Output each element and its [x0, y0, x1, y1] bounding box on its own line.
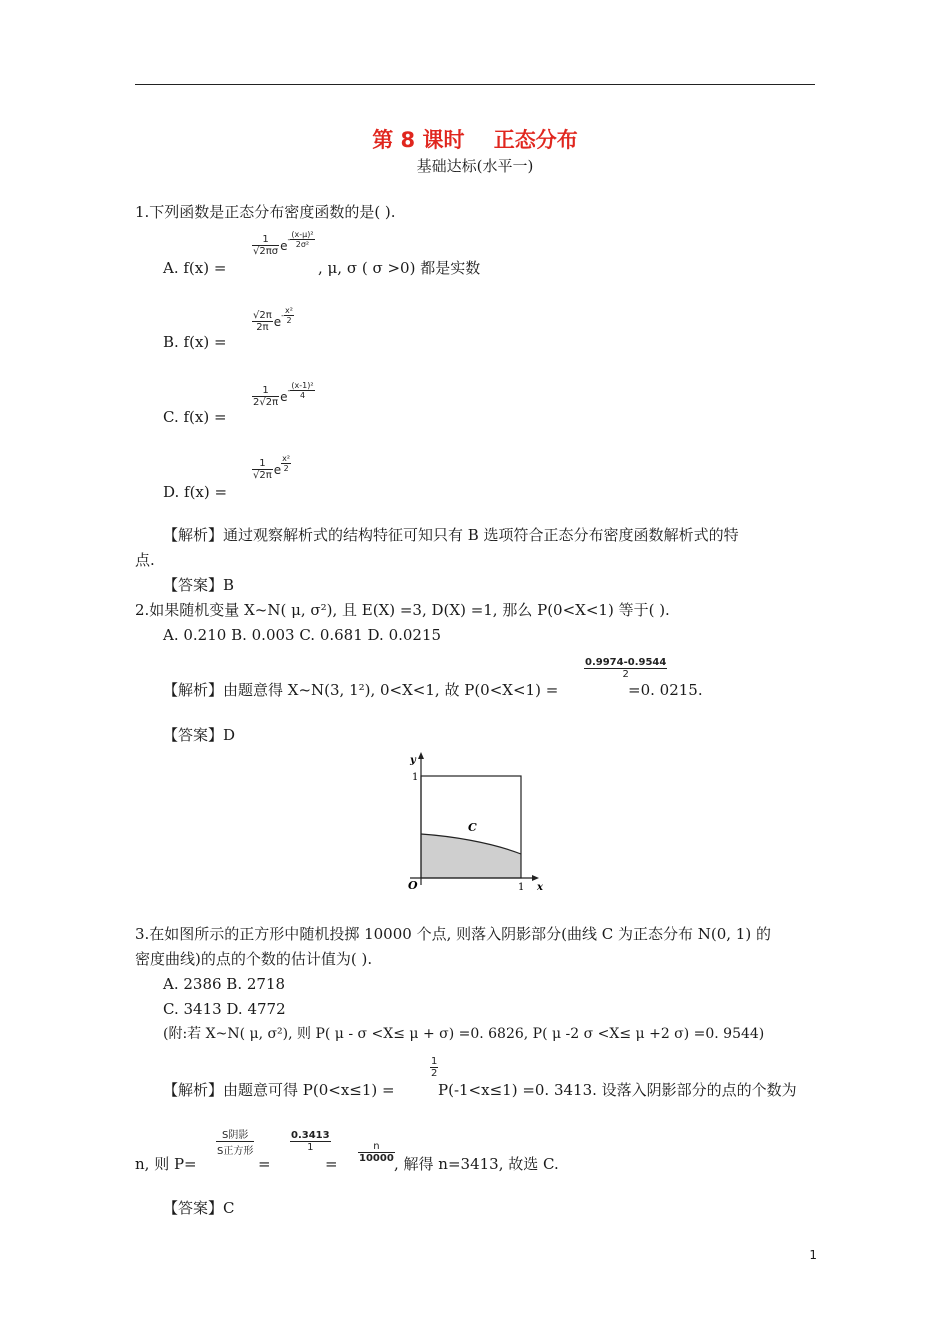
curve-label: C: [468, 821, 477, 834]
q1-analysis-line1: 【解析】通过观察解析式的结构特征可知只有 B 选项符合正态分布密度函数解析式的特: [163, 526, 739, 544]
q3-ratio-fraction: [216, 1126, 254, 1157]
q3-note: (附:若 X~N( μ, σ²), 则 P( μ - σ <X≤ μ + σ) =0. 6826, P( μ -2 σ <X≤ μ +2 σ) =0. 9544): [163, 1026, 765, 1042]
q1-a-minus: -: [287, 235, 291, 244]
q1-c-e: e: [280, 389, 288, 404]
q3-half-den: 2: [431, 1068, 438, 1079]
q1-d-frac-num: 1: [252, 458, 273, 470]
q2-frac-num: 0.9974-0.9544: [585, 657, 667, 668]
q1-option-b-formula: [252, 306, 294, 333]
q1-d-e: e: [273, 462, 282, 477]
q3-line2-tail: , 解得 n=3413, 故选 C.: [394, 1155, 559, 1173]
header-rule: [135, 84, 815, 85]
q1-option-a-formula: [252, 230, 315, 257]
q1-option-d-label: D. f(x) =: [163, 483, 228, 501]
q1-a-frac-num: 1: [252, 234, 279, 246]
q1-option-c-formula: [252, 381, 315, 408]
q1-a-e: e: [280, 238, 288, 253]
q2-fraction: [584, 657, 667, 680]
q3-half-num: 1: [431, 1056, 438, 1067]
q3-eq2: =: [325, 1155, 338, 1173]
q1-b-exp-den: 2: [286, 316, 292, 325]
q3-half-fraction: [430, 1056, 438, 1079]
q3-fraction3: [358, 1141, 395, 1164]
q3-analysis-mid: P(-1<x≤1) =0. 3413. 设落入阴影部分的点的个数为: [438, 1081, 797, 1099]
q2-options: A. 0.210 B. 0.003 C. 0.681 D. 0.0215: [163, 626, 442, 644]
q1-a-exp-num: (x-μ)²: [291, 230, 314, 239]
y-axis-arrow: [418, 752, 424, 759]
q1-analysis-line2: 点.: [135, 551, 155, 569]
q2-analysis: 【解析】由题意得 X~N(3, 1²), 0<X<1, 故 P(0<X<1) =: [163, 681, 559, 699]
origin-label: O: [408, 879, 418, 892]
q1-b-frac-num: √2π: [253, 310, 272, 321]
q1-c-exp-den: 4: [299, 391, 306, 400]
q3-frac3-den: 10000: [359, 1153, 394, 1164]
q1-d-exp-den: 2: [283, 464, 289, 473]
q3-line2-head: n, 则 P=: [135, 1155, 197, 1173]
page-subtitle: 基础达标(水平一): [416, 157, 534, 175]
q3-stem-line1: 3.在如图所示的正方形中随机投掷 10000 个点, 则落入阴影部分(曲线 C 为正态分布 N(0, 1) 的: [135, 925, 771, 943]
q2-stem: 2.如果随机变量 X~N( μ, σ²), 且 E(X) =3, D(X) =1, 那么 P(0<X<1) 等于( ).: [135, 601, 670, 619]
q1-b-frac-den: 2π: [256, 322, 269, 333]
q1-option-d-formula: [252, 454, 291, 481]
q1-c-exp-num: (x-1)²: [291, 381, 314, 390]
q1-stem: 1.下列函数是正态分布密度函数的是( ).: [135, 203, 396, 221]
y-axis-label: y: [410, 755, 416, 766]
q1-d-exp-num: x²: [282, 454, 291, 463]
q3-ratio-den: S正方形: [217, 1146, 254, 1157]
q3-answer: 【答案】C: [163, 1199, 235, 1217]
q1-option-b-label: B. f(x) =: [163, 333, 227, 351]
q3-stem-line2: 密度曲线)的点的个数的估计值为( ).: [135, 950, 373, 968]
q3-options-row2: C. 3413 D. 4772: [163, 1000, 286, 1018]
q1-d-frac-den: √2π: [253, 470, 272, 481]
q3-analysis-head: 【解析】由题意可得 P(0<x≤1) =: [163, 1081, 395, 1099]
x-axis-arrow: [532, 875, 539, 881]
q3-frac3-num: n: [358, 1141, 395, 1153]
x-axis-label: x: [537, 882, 543, 893]
q1-option-a-label: A. f(x) =: [163, 259, 227, 277]
q3-eq1: =: [258, 1155, 271, 1173]
q1-c-frac-den: 2√2π: [253, 397, 279, 408]
q3-frac2-num: 0.3413: [291, 1130, 330, 1141]
q1-c-frac-num: 1: [252, 385, 279, 397]
q1-answer: 【答案】B: [163, 576, 235, 594]
q1-option-a-suffix: , μ, σ ( σ >0) 都是实数: [318, 259, 481, 277]
q2-analysis-tail: =0. 0215.: [628, 681, 703, 699]
q3-frac2-den: 1: [307, 1142, 314, 1153]
q1-b-exp-num: x²: [285, 306, 293, 315]
normal-curve-figure: [400, 750, 560, 895]
page-number: 1: [809, 1248, 817, 1262]
q3-options-row1: A. 2386 B. 2718: [163, 975, 286, 993]
x-tick-one: 1: [518, 882, 525, 893]
q1-a-exp-den: 2σ²: [295, 240, 310, 249]
q1-b-e: e: [273, 314, 282, 329]
q1-b-minus: -: [281, 311, 285, 320]
page-title: 第 8 课时 正态分布: [372, 128, 578, 152]
q3-ratio-num: S阴影: [216, 1126, 254, 1142]
q2-frac-den: 2: [622, 669, 629, 680]
q3-fraction2: [290, 1130, 331, 1153]
q2-answer: 【答案】D: [163, 726, 236, 744]
q1-c-minus: -: [287, 386, 291, 395]
q1-option-c-label: C. f(x) =: [163, 408, 227, 426]
y-tick-one: 1: [412, 772, 419, 783]
q1-a-frac-den: √2πσ: [253, 246, 279, 257]
